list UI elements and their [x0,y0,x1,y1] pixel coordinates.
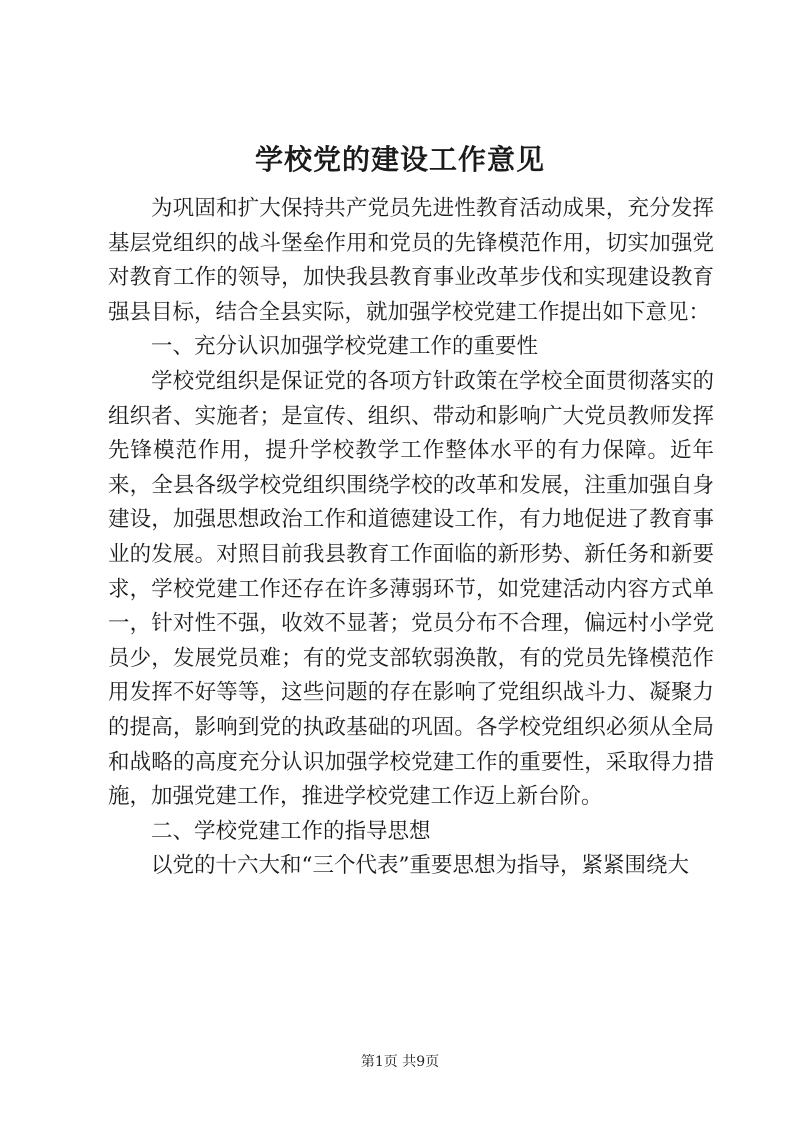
intro-paragraph: 为巩固和扩大保持共产党员先进性教育活动成果，充分发挥基层党组织的战斗堡垒作用和党员的先锋模范作用，切实加强党对教育工作的领导，加快我县教育事业改革步伐和实现建设教育强县目标，结合全县实际，就加强学校党建工作提出如下意见： [108,196,714,325]
section-1-paragraph: 学校党组织是保证党的各项方针政策在学校全面贯彻落实的组织者、实施者；是宣传、组织、带动和影响广大党员教师发挥先锋模范作用，提升学校教学工作整体水平的有力保障。近年来，全县各级学校党组织围绕学校的改革和发展，注重加强自身建设，加强思想政治工作和道德建设工作，有力地促进了教育事业的发展。对照目前我县教育工作面临的新形势、新任务和新要求，学校党建工作还存在许多薄弱环节，如党建活动内容方式单一，针对性不强，收效不显著；党员分布不合理，偏远村小学党员少，发展党员难；有的党支部软弱涣散，有的党员先锋模范作用发挥不好等等，这些问题的存在影响了党组织战斗力、凝聚力的提高，影响到党的执政基础的巩固。各学校党组织必须从全局和战略的高度充分认识加强学校党建工作的重要性，采取得力措施，加强党建工作，推进学校党建工作迈上新台阶。 [108,368,714,810]
section-heading-1: 一、充分认识加强学校党建工作的重要性 [151,334,539,360]
section-2-paragraph: 以党的十六大和“三个代表”重要思想为指导，紧紧围绕大 [151,853,689,879]
document-body [108,192,714,884]
document-title: 学校党的建设工作意见 [254,143,545,176]
page-footer: 第1页 共9页 [360,1054,440,1070]
section-heading-2: 二、学校党建工作的指导思想 [151,818,431,844]
